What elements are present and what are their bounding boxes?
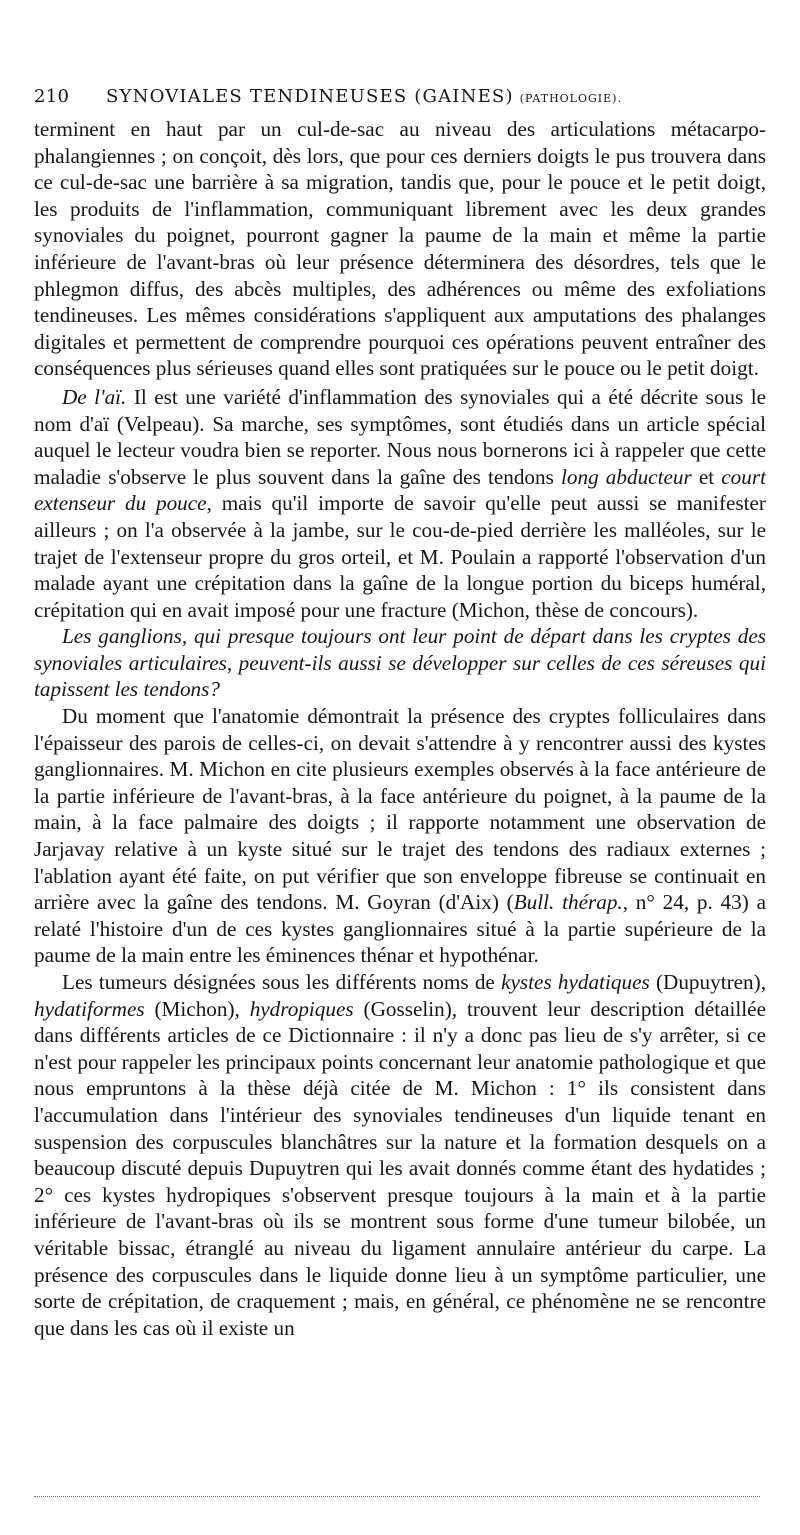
page-number: 210 bbox=[34, 86, 70, 107]
paragraph-kystes-text-a: Du moment que l'anatomie démontrait la présence des cryptes folliculaires dans l'épaisseur des parois de celles-ci, on devait s'attendre à y rencontrer aussi des kystes ganglionnaires. M. Michon en cite plusieurs exemples observés à la face antérieure de la partie inférieure de l'avant-bras, à la face antérieure du poignet, à la paume de la main, à la face palmaire des doigts ; il rapporte notamment une observation de Jarjavay relative à un kyste situé sur le trajet des tendons des radiaux externes ; l'ablation ayant été faite, on put vérifier que son enveloppe fibreuse se continuait en arrière avec la gaîne des tendons. M. Goyran (d'Aix) ( bbox=[34, 704, 766, 915]
paragraph-kystes-ganglionnaires bbox=[34, 703, 766, 969]
paragraph-tumeurs-text-a: Les tumeurs désignées sous les différents noms de bbox=[62, 970, 502, 994]
paragraph-ai bbox=[34, 384, 766, 623]
body-text bbox=[34, 116, 766, 1341]
paragraph-kystes-citation: Bull. thérap. bbox=[513, 890, 623, 915]
paragraph-ai-term-long-abducteur: long abducteur bbox=[561, 464, 692, 489]
running-head bbox=[34, 86, 760, 107]
paragraph-tumeurs bbox=[34, 969, 766, 1341]
paragraph-tumeurs-term-1: kystes hydatiques bbox=[501, 970, 650, 994]
paragraph-ai-text-b: et bbox=[691, 464, 722, 489]
paragraph-tumeurs-text-c: (Michon), bbox=[144, 996, 250, 1021]
paragraph-tumeurs-term-2: hydatiformes bbox=[34, 996, 145, 1021]
footer-rule bbox=[34, 1496, 760, 1497]
paragraph-kystes-text-b: , n° 24, p. 43) a relaté l'histoire d'un de ces kystes ganglionnaires situé à la partie supérieure de la paume de la main entre les éminences thénar et hypothénar. bbox=[34, 890, 766, 968]
paragraph-ai-text-a: Il est une variété d'inflammation des synoviales qui a été décrite sous le nom d'aï (Velpeau). Sa marche, ses symptômes, sont étudiés dans un article spécial auquel le lecteur voudra bien se reporter. Nous nous bornerons ici à rappeler que cette maladie s'observe le plus souvent dans la gaîne des tendons bbox=[34, 384, 766, 489]
paragraph-ai-lead: De l'aï. bbox=[62, 384, 127, 409]
paragraph-tumeurs-text-d: (Gosselin), trouvent leur description détaillée dans différents articles de ce Dictionnaire : il n'y a donc pas lieu de s'y arrêter, si ce n'est pour rappeler les principaux points concernant leur anatomie pathologique et que nous empruntons à la thèse déjà citée de M. Michon : 1° ils consistent dans l'accumulation dans l'intérieur des synoviales tendineuses d'un liquide tenant en suspension des corpuscules blanchâtres sur la nature et la formation desquels on a beaucoup discuté depuis Dupuytren qui les avait donnés comme étant des hydatides ; 2° ces kystes hydropiques s'observent presque toujours à la main et à la partie inférieure de l'avant-bras où ils se montrent sous forme d'une tumeur bilobée, un véritable bissac, étranglé au niveau du ligament annulaire antérieur du carpe. La présence des corpuscules dans le liquide donne lieu à un symptôme particulier, une sorte de crépitation, de craquement ; mais, en général, ce phénomène ne se rencontre que dans les cas où il existe un bbox=[34, 996, 766, 1340]
paragraph-ganglions-question: Les ganglions, qui presque toujours ont leur point de départ dans les cryptes des synoviales articulaires, peuvent-ils aussi se développer sur celles de ces séreuses qui tapissent les tendons? bbox=[34, 624, 766, 702]
paragraph-ai-term-court-extenseur: court extenseur du pouce bbox=[34, 464, 767, 516]
section-label: (PATHOLOGIE). bbox=[519, 92, 622, 105]
paragraph-ai-text-c: , mais qu'il importe de savoir qu'elle peut aussi se manifester ailleurs ; on l'a observée à la jambe, sur le cou-de-pied derrière les malléoles, sur le trajet de l'extenseur propre du gros orteil, et M. Poulain a rapporté l'observation d'un malade ayant une crépitation dans la gaîne de la longue portion du biceps huméral, crépitation qui en avait imposé pour une fracture (Michon, thèse de concours). bbox=[34, 491, 766, 622]
paragraph-tumeurs-term-3: hydropiques bbox=[249, 996, 354, 1021]
paragraph-tumeurs-text-b: (Dupuytren), bbox=[649, 970, 767, 994]
paragraph-continuation: terminent en haut par un cul-de-sac au niveau des articulations métacarpo-phalangiennes ; on conçoit, dès lors, que pour ces derniers doigts le pus trouvera dans ce cul-de-sac une barrière à sa migration, tandis que, pour le pouce et le petit doigt, les produits de l'inflammation, communiquant librement avec les deux grandes synoviales du poignet, pourront gagner la paume de la main et même la partie inférieure de l'avant-bras où leur présence déterminera des désordres, tels que le phlegmon diffus, des abcès multiples, des adhérences ou même des exfoliations tendineuses. Les mêmes considérations s'appliquent aux amputations des phalanges digitales et permettent de comprendre pourquoi ces opérations peuvent entraîner des conséquences plus sérieuses quand elles sont pratiquées sur le pouce ou le petit doigt. bbox=[34, 117, 766, 381]
running-title: SYNOVIALES TENDINEUSES (GAINES) bbox=[106, 86, 514, 107]
